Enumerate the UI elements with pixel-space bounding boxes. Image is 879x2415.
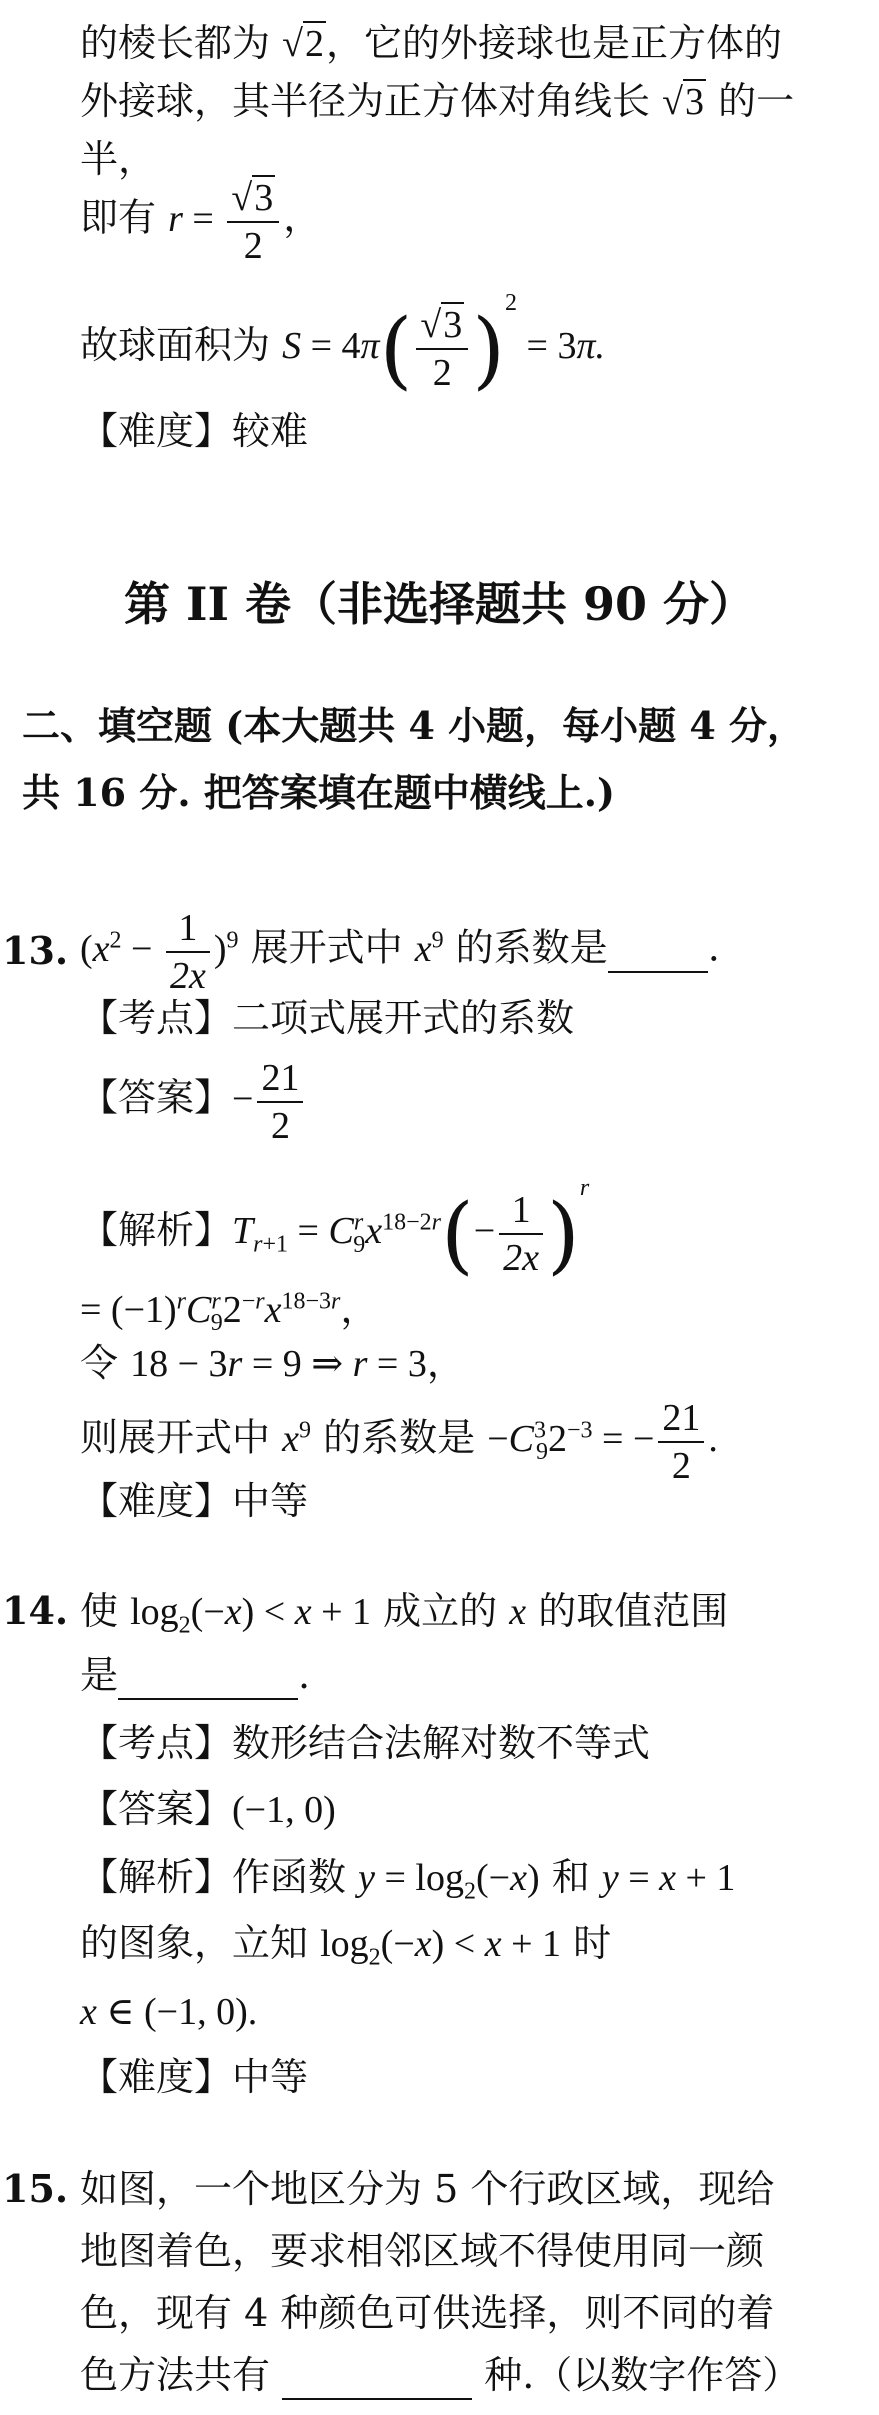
math-expression: 18 − 3r = 9 ⇒ r = 3 bbox=[130, 1343, 427, 1385]
math-expression: S = 4π( $\frac{√3}{2}$ )$^2$ = 3π. bbox=[282, 290, 605, 399]
text-fragment: 半， bbox=[80, 137, 157, 181]
analysis-line bbox=[80, 1988, 257, 2035]
text-fragment: 的棱长都为 bbox=[80, 21, 271, 65]
question-stem: 如图，一个地区分为 5 个行政区域，现给 bbox=[80, 2167, 775, 2211]
text-fragment: 外接球，其半径为正方体对角线长 bbox=[80, 79, 651, 123]
question-stem bbox=[80, 905, 720, 999]
text-fragment: 的图象，立知 bbox=[80, 1921, 309, 1965]
difficulty-line: 【难度】中等 bbox=[80, 1479, 309, 1523]
text-fragment: 色方法共有 bbox=[80, 2353, 271, 2397]
point-line: 【考点】数形结合法解对数不等式 bbox=[80, 1721, 651, 1765]
point-line: 【考点】二项式展开式的系数 bbox=[80, 996, 575, 1040]
math-expression: ($x^2$ − $\frac{1}{2x}$ )$^9$ bbox=[80, 907, 239, 997]
text-line bbox=[80, 20, 782, 67]
math-expression: y = x + 1 bbox=[601, 1857, 736, 1899]
analysis-line bbox=[80, 1395, 718, 1489]
question-stem: 地图着色，要求相邻区域不得使用同一颜 bbox=[80, 2229, 765, 2273]
math-expression: x bbox=[509, 1591, 527, 1633]
text-fragment: 成立的 bbox=[383, 1589, 498, 1633]
answer-blank bbox=[282, 2352, 472, 2400]
math-expression: (−1, 0) bbox=[232, 1789, 336, 1831]
text-line bbox=[80, 280, 605, 399]
period: . bbox=[707, 925, 720, 970]
text-fragment: 是 bbox=[80, 1653, 119, 1697]
text-fragment: 的一 bbox=[718, 79, 795, 123]
question-stem bbox=[80, 1652, 310, 1700]
question-stem bbox=[80, 2352, 800, 2400]
part-title: 二、填空题 (本大题共 4 小题，每小题 4 分， bbox=[22, 703, 806, 748]
difficulty-line: 【难度】较难 bbox=[80, 409, 309, 453]
math-expression: $T_{r+1} = C^r_9x^{18-2r}(-$ $\frac{1}{2x}$ )$^r$ bbox=[232, 1175, 590, 1284]
math-expression: − $\frac{21}{2}$ bbox=[232, 1078, 307, 1120]
math-expression: x ∈ (−1, 0). bbox=[80, 1991, 258, 2033]
analysis-line bbox=[80, 1278, 378, 1346]
math-expression: = $(-1)^rC^r_92^{-r}x^{18-3r}$， bbox=[80, 1288, 379, 1337]
text-fragment: 【解析】 bbox=[80, 1208, 233, 1252]
math-expression: √2 bbox=[282, 23, 324, 65]
answer-blank bbox=[608, 925, 708, 973]
question-number: 15. bbox=[2, 2166, 69, 2211]
text-fragment: 【答案】 bbox=[80, 1787, 233, 1831]
math-expression: $\log_2(-x) < x + 1$ bbox=[130, 1591, 372, 1639]
period: . bbox=[298, 1653, 311, 1697]
analysis-line bbox=[80, 1340, 465, 1387]
difficulty-line: 【难度】中等 bbox=[80, 2055, 309, 2099]
math-expression: $x^9$ bbox=[414, 927, 444, 970]
text-fragment: 令 bbox=[80, 1341, 119, 1385]
text-fragment: 的系数是 bbox=[455, 925, 608, 970]
text-line bbox=[80, 175, 321, 269]
section-title: 第 II 卷（非选择题共 90 分） bbox=[123, 577, 756, 631]
math-expression: $x^9$ bbox=[282, 1417, 311, 1460]
text-fragment: 使 bbox=[80, 1589, 119, 1633]
text-line bbox=[80, 78, 794, 125]
math-expression: $-C^3_92^{-3}$ = − $\frac{21}{2}$ . bbox=[487, 1397, 718, 1487]
text-fragment: ， bbox=[283, 195, 322, 240]
text-fragment: 故球面积为 bbox=[80, 323, 271, 367]
answer-line bbox=[80, 1786, 336, 1833]
text-fragment: 和 bbox=[551, 1855, 590, 1899]
text-fragment: 则展开式中 bbox=[80, 1415, 271, 1460]
math-expression: r = $\frac{√3}{2}$ bbox=[168, 198, 283, 240]
answer-line bbox=[80, 1055, 307, 1149]
text-fragment: ， bbox=[426, 1341, 465, 1385]
question-number: 13. bbox=[2, 928, 69, 973]
text-fragment: 【解析】作函数 bbox=[80, 1855, 347, 1899]
analysis-line bbox=[80, 1854, 735, 1915]
text-fragment: 的系数是 bbox=[323, 1415, 476, 1460]
part-title: 共 16 分. 把答案填在题中横线上.) bbox=[22, 770, 616, 815]
question-stem bbox=[80, 1588, 728, 1649]
text-fragment: 时 bbox=[573, 1921, 612, 1965]
analysis-line bbox=[80, 1920, 611, 1981]
text-fragment: 种.（以数字作答） bbox=[484, 2353, 801, 2397]
answer-blank bbox=[118, 1652, 298, 1700]
math-expression: $\log_2(-x) < x + 1$ bbox=[320, 1923, 562, 1971]
math-expression: √3 bbox=[662, 81, 704, 123]
text-fragment: 展开式中 bbox=[250, 925, 403, 970]
math-expression: $y = \log_2(-x)$ bbox=[358, 1857, 540, 1905]
text-fragment: 即有 bbox=[80, 195, 157, 240]
text-fragment: 【答案】 bbox=[80, 1075, 233, 1120]
question-number: 14. bbox=[2, 1588, 69, 1633]
text-fragment: ，它的外接球也是正方体的 bbox=[325, 21, 782, 65]
analysis-line bbox=[80, 1165, 590, 1284]
question-stem: 色，现有 4 种颜色可供选择，则不同的着 bbox=[80, 2291, 775, 2335]
text-fragment: 的取值范围 bbox=[538, 1589, 729, 1633]
